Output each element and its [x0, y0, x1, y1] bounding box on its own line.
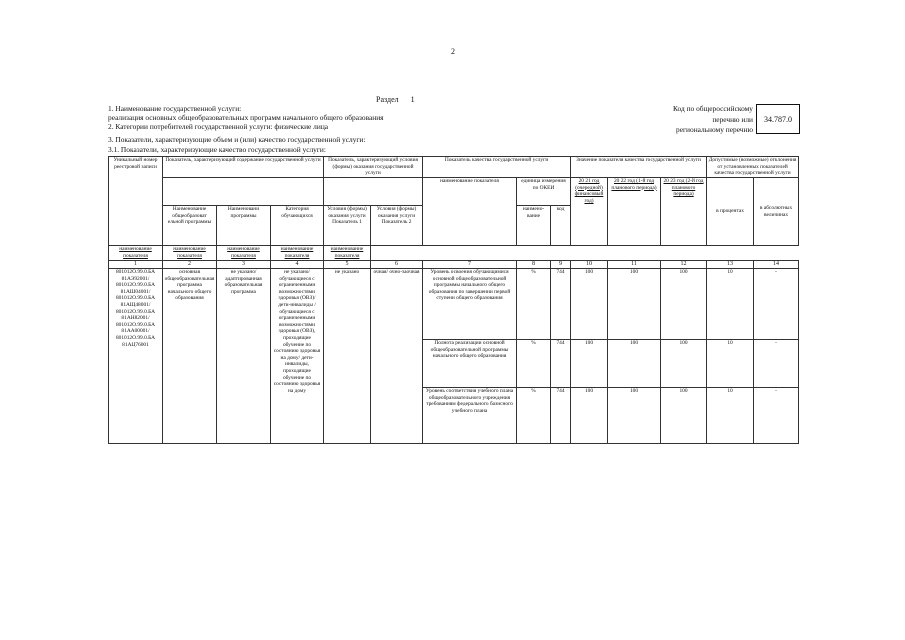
col-number: 4: [271, 261, 324, 269]
column-numbers-row: [109, 261, 799, 269]
unit-code: 744: [551, 269, 571, 340]
unit-name: %: [517, 340, 551, 388]
value-year3: 100: [661, 269, 707, 340]
header-content: Показатель, характеризующий содержание государственной услуги: [163, 157, 324, 178]
header-absolute: в абсолютных величинах: [754, 178, 799, 246]
indicator-name: Уровень освоения обучающимися основной общеобразовательной программы начального общего образования по завершении первой ступени общего образования: [423, 269, 517, 340]
header-year1: 20 21 год (очередной) финансовый год): [571, 178, 608, 246]
col-number: 10: [571, 261, 608, 269]
header-unit: единица измерения по ОКЕИ: [517, 178, 571, 206]
section-label: Раздел: [376, 95, 399, 104]
col-number: 2: [163, 261, 217, 269]
col-number: 13: [707, 261, 754, 269]
col-number: 12: [661, 261, 707, 269]
header-student-category: Категория обучающихся: [271, 206, 324, 246]
unit-name: %: [517, 269, 551, 340]
header-conditions-spacer: [324, 178, 423, 206]
col-number: 1: [109, 261, 163, 269]
program-type: основная общеобразовательная программа начального общего образования: [163, 269, 217, 444]
col-number: 8: [517, 261, 551, 269]
indicator-name-u2: наименование показателя: [324, 246, 371, 261]
deviation-absolute: -: [754, 388, 799, 444]
section-number: 1: [410, 95, 415, 104]
deviation-percent: 10: [707, 340, 754, 388]
code-label-line1: Код по общероссийскому: [672, 104, 753, 113]
deviation-absolute: -: [754, 340, 799, 388]
header-content-spacer: [163, 178, 324, 206]
page-number: 2: [451, 47, 455, 56]
indicators-heading: 3. Показатели, характеризующие объем и (или) качество государственной услуги:: [108, 135, 366, 144]
header-unit-code: код: [551, 206, 571, 246]
deviation-percent: 10: [707, 269, 754, 340]
header-program-type: Наименование общеобразоват ельной программы: [163, 206, 217, 246]
col-number: 6: [371, 261, 423, 269]
indicator-name-c2: наименование показателя: [163, 246, 217, 261]
col-number: 5: [324, 261, 371, 269]
header-condition1: Условия (формы) оказания услуги Показатель 1: [324, 206, 371, 246]
condition1-value: не указано: [324, 269, 371, 444]
header-unique-number: Уникальный номер реестровой записи: [109, 157, 163, 246]
indicator-name-c1: наименование показателя: [109, 246, 163, 261]
value-year1: 100: [571, 388, 608, 444]
code-label-line3: региональному перечню: [676, 125, 753, 134]
header-year3: 20 23 год (2-й год планового периода): [661, 178, 707, 246]
service-name-value: реализация основных общеобразовательных программ начального общего образования: [108, 113, 384, 122]
table-row: [109, 269, 799, 340]
quality-indicators-heading: 3.1. Показатели, характеризующие качество государственной услуги:: [108, 145, 326, 154]
unit-code: 744: [551, 388, 571, 444]
col-number: 11: [608, 261, 661, 269]
code-label-line2: перечню или: [712, 115, 753, 124]
value-year2: 100: [608, 269, 661, 340]
value-year1: 100: [571, 340, 608, 388]
deviation-percent: 10: [707, 388, 754, 444]
unit-name: %: [517, 388, 551, 444]
value-year3: 100: [661, 340, 707, 388]
header-conditions: Показатель, характеризующий условия (формы) оказания государственной услуги: [324, 157, 423, 178]
program-name: не указано/ адаптированная образовательная программа: [217, 269, 271, 444]
col-number: 3: [217, 261, 271, 269]
registry-code-box: 34.787.0: [756, 104, 800, 134]
header-quality: Показатель качества государственной услуги: [423, 157, 571, 178]
student-category: не указано/ обучающиеся с ограниченными возможностями здоровья (ОВЗ)/ дети-инвалиды / обучающиеся с ограниченными возможностями здоровья (ОВЗ), проходящие обучение по состоянию здоровья на дому/ дети-инвалиды, проходящие обучение по состоянию здоровья на дому: [271, 269, 324, 444]
service-name-label: 1. Наименование государственной услуги:: [108, 104, 242, 113]
value-year2: 100: [608, 340, 661, 388]
record-codes: 801012О.99.0.БА 81АЭ92001/ 801012О.99.0.БА 81АШ04001/ 801012О.99.0.БА 81АЩ48001/ 801012О.99.0.БА 81АН82001/ 801012О.99.0.БА 81АА00001/ 801012О.99.0.БА 81АЦ76001: [109, 269, 163, 444]
quality-indicators-table: [108, 156, 799, 444]
deviation-absolute: -: [754, 269, 799, 340]
col-number: 7: [423, 261, 517, 269]
indicator-name-u1: наименование показателя: [271, 246, 324, 261]
header-deviation: Допустимые (возможные) отклонения от установленных показателей качества государственной услуги: [707, 157, 799, 178]
header-values: Значение показателя качества государственной услуги: [571, 157, 707, 178]
value-year1: 100: [571, 269, 608, 340]
header-program-name: Наименовани программы: [217, 206, 271, 246]
col-number: 9: [551, 261, 571, 269]
condition2-value: очная/ очно-заочная: [371, 269, 423, 444]
section-heading: [376, 95, 415, 104]
header-quality-name: наименование показателя: [423, 178, 517, 246]
header-unit-name: наимено-вание: [517, 206, 551, 246]
indicator-name: Уровень соответствия учебного плана общеобразовательного учреждения требованиям федерального базисного учебного плана: [423, 388, 517, 444]
unit-code: 744: [551, 340, 571, 388]
indicator-name: Полнота реализации основной общеобразовательной программы начального общего образования: [423, 340, 517, 388]
header-year2: 20 22 год (1-й год планового периода): [608, 178, 661, 246]
value-year2: 100: [608, 388, 661, 444]
header-condition2: Условия (формы) оказания услуги Показатель 2: [371, 206, 423, 246]
header-percent: в процентах: [707, 178, 754, 246]
value-year3: 100: [661, 388, 707, 444]
consumer-category: 2. Категории потребителей государственной услуги: физические лица: [108, 122, 329, 131]
indicator-name-c3: наименование показателя: [217, 246, 271, 261]
col-number: 14: [754, 261, 799, 269]
